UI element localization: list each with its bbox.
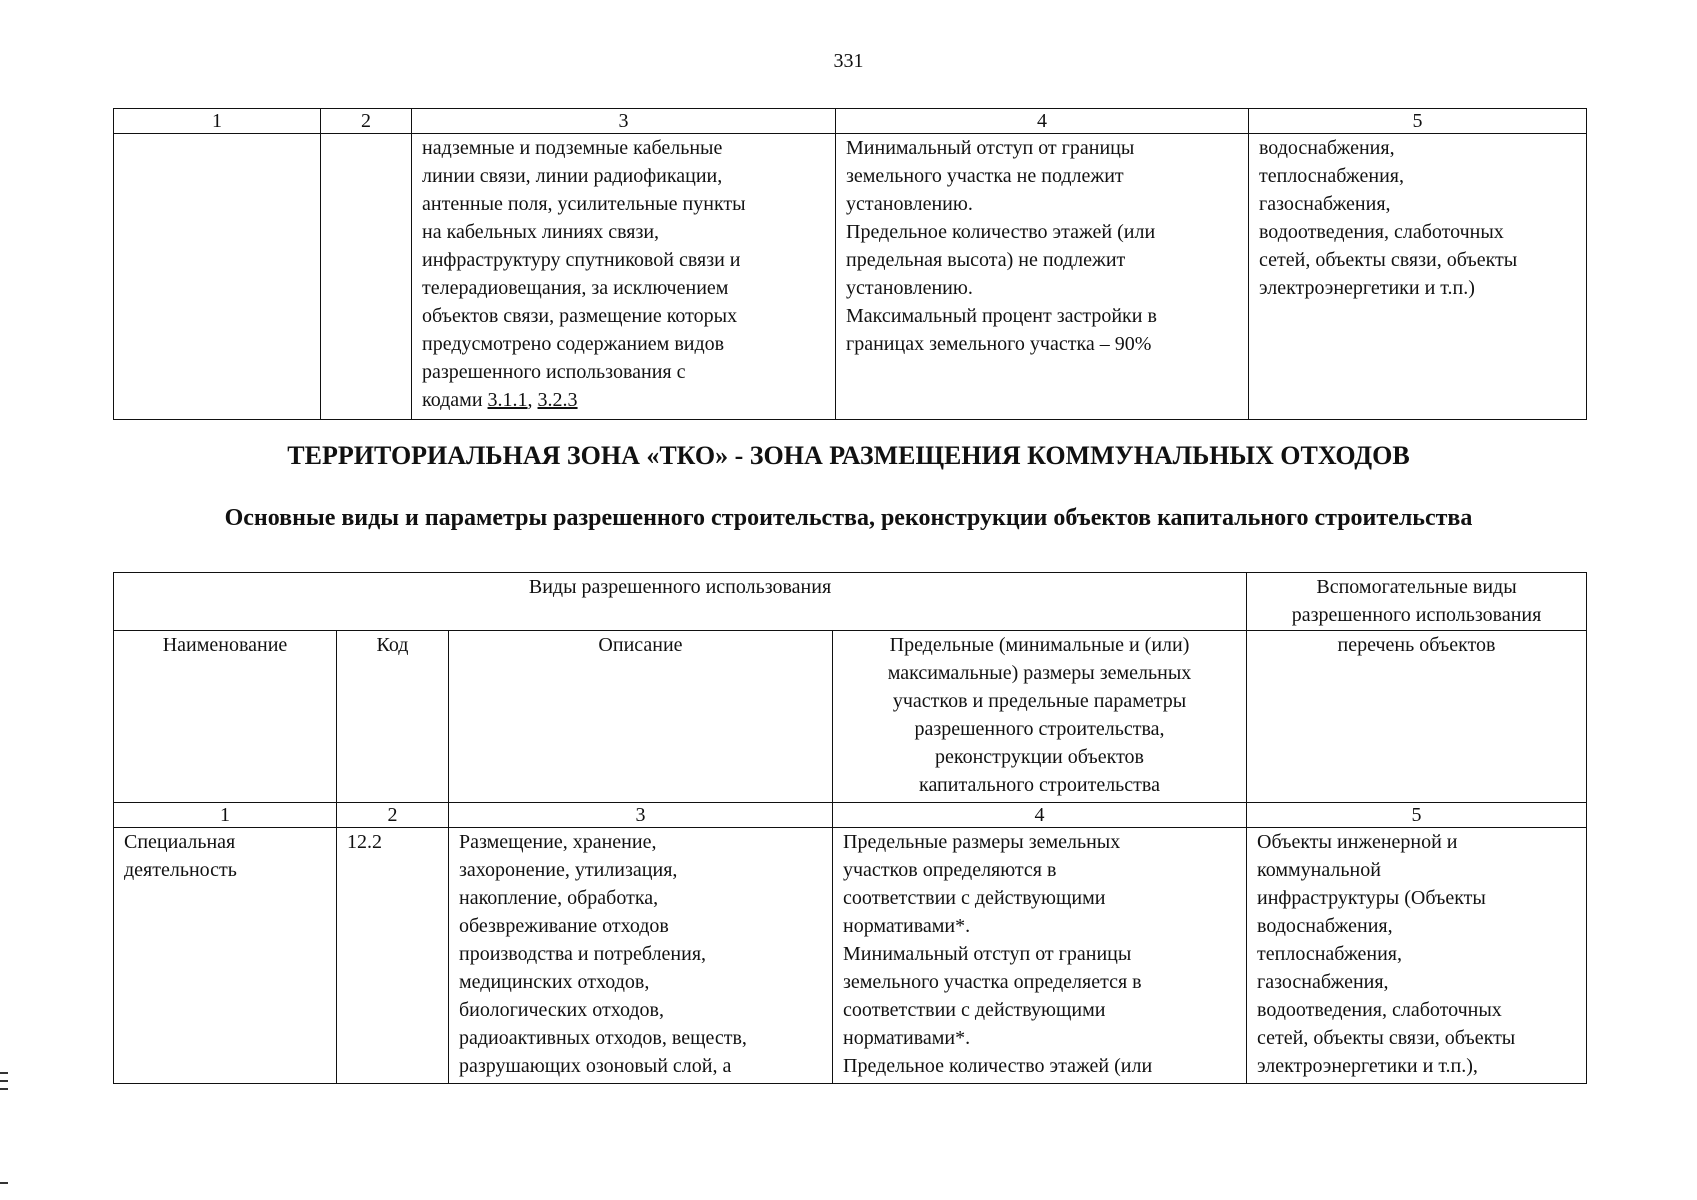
- column-number: 5: [1247, 803, 1587, 828]
- zone-title: ТЕРРИТОРИАЛЬНАЯ ЗОНА «ТКО» - ЗОНА РАЗМЕЩЕНИЯ КОММУНАЛЬНЫХ ОТХОДОВ: [287, 441, 1410, 470]
- codes-line: [422, 386, 825, 414]
- table-row: [114, 134, 1587, 420]
- header-limits: Предельные (минимальные и (или) максимальные) размеры земельных участков и предельные параметры разрешенного строительства, реконструкции объектов капитального строительства: [833, 631, 1247, 803]
- group-header-auxiliary-uses: Вспомогательные виды разрешенного использования: [1247, 573, 1587, 631]
- scan-edge-mark: [0, 1088, 8, 1090]
- objects-cell: водоснабжения, теплоснабжения, газоснабжения, водоотведения, слаботочных сетей, объекты связи, объекты электроэнергетики и т.п.): [1249, 134, 1587, 420]
- column-number: 1: [114, 109, 321, 134]
- group-header-row: [114, 573, 1587, 631]
- header-objects: перечень объектов: [1247, 631, 1587, 803]
- header-name: Наименование: [114, 631, 337, 803]
- permitted-use-table: [113, 572, 1587, 1084]
- column-number: 1: [114, 803, 337, 828]
- group-header-permitted-uses: Виды разрешенного использования: [114, 573, 1247, 631]
- description-cell: Размещение, хранение, захоронение, утилизация, накопление, обработка, обезвреживание отходов производства и потребления, медицинских отходов, биологических отходов, радиоактивных отходов, веществ, разрушающих озоновый слой, а: [449, 828, 833, 1084]
- column-number: 2: [321, 109, 412, 134]
- section-title: Основные виды и параметры разрешенного строительства, реконструкции объектов капитального строительства: [224, 505, 1473, 531]
- column-number: 2: [337, 803, 449, 828]
- table-header-row: [114, 109, 1587, 134]
- scan-edge-mark: [0, 1072, 8, 1074]
- code-link-3-1-1[interactable]: 3.1.1: [487, 389, 528, 411]
- column-number: 4: [833, 803, 1247, 828]
- objects-cell: Объекты инженерной и коммунальной инфраструктуры (Объекты водоснабжения, теплоснабжения, газоснабжения, водоотведения, слаботочных сетей, объекты связи, объекты электроэнергетики и т.п.),: [1247, 828, 1587, 1084]
- page-number: 331: [833, 50, 864, 72]
- description-text: надземные и подземные кабельные линии связи, линии радиофикации, антенные поля, усилительные пункты на кабельных линиях связи, инфраструктуру спутниковой связи и телерадиовещания, за исключением объектов связи, размещение которых предусмотрено содержанием видов разрешенного использования с: [422, 137, 746, 383]
- name-cell: [114, 134, 321, 420]
- limits-cell: Предельные размеры земельных участков определяются в соответствии с действующими нормативами*. Минимальный отступ от границы земельного участка определяется в соответствии с действующими нормативами*. Предельное количество этажей (или: [833, 828, 1247, 1084]
- codes-separator: ,: [527, 389, 538, 411]
- code-link-3-2-3[interactable]: 3.2.3: [537, 389, 578, 411]
- scan-edge-mark: [0, 1080, 8, 1082]
- description-cell: [412, 134, 836, 420]
- code-cell: [321, 134, 412, 420]
- continuation-table: [113, 108, 1587, 420]
- codes-prefix: кодами: [422, 389, 488, 411]
- column-header-row: [114, 631, 1587, 803]
- header-description: Описание: [449, 631, 833, 803]
- column-number: 5: [1249, 109, 1587, 134]
- column-number: 3: [412, 109, 836, 134]
- parameters-cell: Минимальный отступ от границы земельного участка не подлежит установлению. Предельное количество этажей (или предельная высота) не подлежит установлению. Максимальный процент застройки в границах земельного участка – 90%: [836, 134, 1249, 420]
- table-row: [114, 828, 1587, 1084]
- header-code: Код: [337, 631, 449, 803]
- column-number-row: [114, 803, 1587, 828]
- code-cell: 12.2: [337, 828, 449, 1084]
- name-cell: Специальная деятельность: [114, 828, 337, 1084]
- scan-edge-mark: [0, 1182, 8, 1184]
- column-number: 4: [836, 109, 1249, 134]
- column-number: 3: [449, 803, 833, 828]
